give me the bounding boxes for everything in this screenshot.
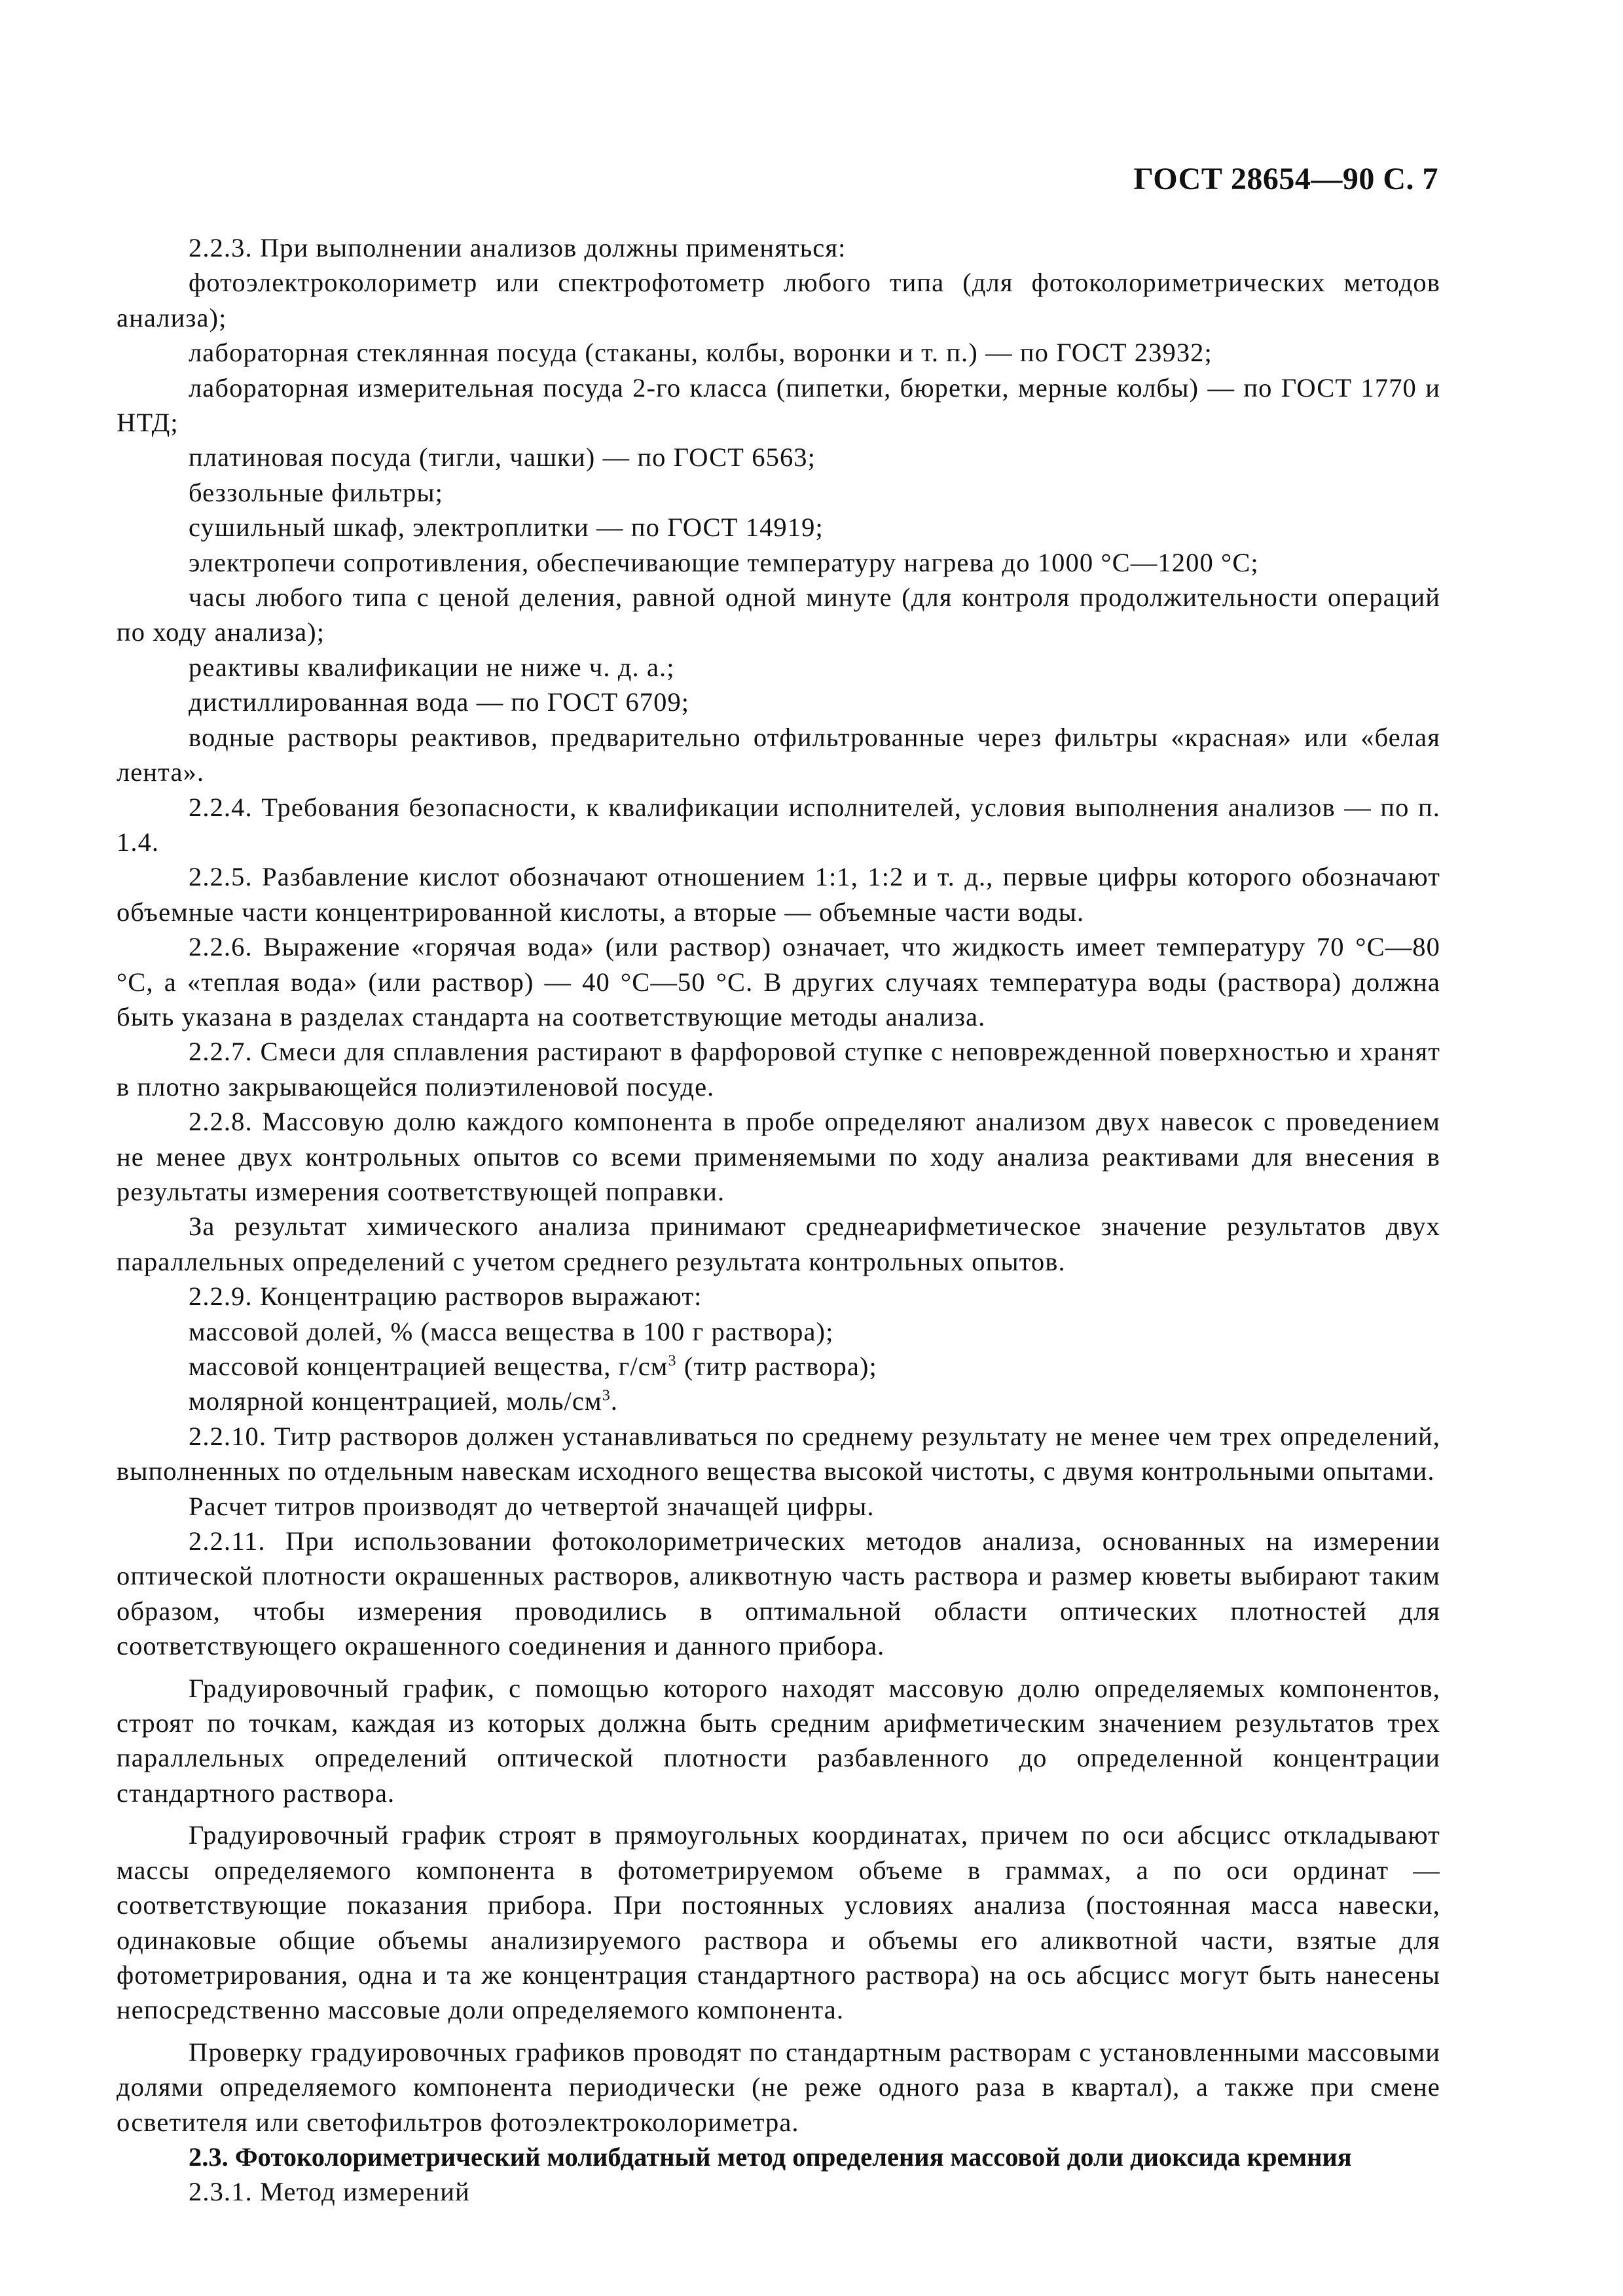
paragraph: 2.2.6. Выражение «горячая вода» (или раствор) означает, что жидкость имеет температуру 70 °С—80 °С, а «теплая вода» (или раствор) — 40 °С—50 °С. В других случаях температура воды (раствора) должна быть указана в разделах стандарта на соответствующие методы анализа. — [117, 932, 1440, 1031]
list-item: лабораторная стеклянная посуда (стаканы, колбы, воронки и т. п.) — по ГОСТ 23932; — [189, 338, 1213, 368]
paragraph: 2.2.11. При использовании фотоколориметрических методов анализа, основанных на измерении оптической плотности окрашенных растворов, аликвотную часть раствора и размер кюветы выбирают таким образом, чтобы измерения проводились в оптимальной области оптических плотностей для соответствующего окрашенного соединения и данного прибора. — [117, 1526, 1440, 1661]
list-item: сушильный шкаф, электроплитки — по ГОСТ 14919; — [189, 512, 824, 543]
paragraph: Градуировочный график, с помощью которого находят массовую долю определяемых компонентов, строят по точкам, каждая из которых должна быть средним арифметическим значением результатов трех параллельных определений оптической плотности разбавленного до определенной концентрации стандартного раствора. — [117, 1673, 1440, 1808]
list-item: лабораторная измерительная посуда 2-го класса (пипетки, бюретки, мерные колбы) — по ГОСТ 1770 и НТД; — [117, 372, 1440, 438]
list-item: массовой долей, % (масса вещества в 100 г раствора); — [189, 1316, 834, 1346]
superscript: 3 — [602, 1387, 611, 1405]
paragraph: За результат химического анализа принимают среднеарифметическое значение результатов двух параллельных определений с учетом среднего результата контрольных опытов. — [117, 1211, 1440, 1276]
paragraph: 2.2.3. При выполнении анализов должны применяться: — [189, 233, 847, 262]
list-item: реактивы квалификации не ниже ч. д. а.; — [189, 652, 675, 682]
list-item — [117, 1349, 1440, 1384]
text-span: (титр раствора); — [676, 1352, 877, 1381]
superscript: 3 — [668, 1352, 677, 1370]
paragraph: 2.2.8. Массовую долю каждого компонента в пробе определяют анализом двух навесок с проведением не менее двух контрольных опытов со всеми применяемыми по ходу анализа реактивами для внесения в результаты измерения соответствующей поправки. — [117, 1107, 1440, 1206]
list-item: электропечи сопротивления, обеспечивающие температуру нагрева до 1000 °С—1200 °С; — [189, 547, 1259, 577]
list-item: водные растворы реактивов, предварительно отфильтрованные через фильтры «красная» или «белая лента». — [117, 722, 1440, 787]
list-item: часы любого типа с ценой деления, равной одной минуте (для контроля продолжительности операций по ходу анализа); — [117, 583, 1440, 647]
paragraph: Расчет титров производят до четвертой значащей цифры. — [189, 1491, 875, 1521]
section-heading: 2.3. Фотоколориметрический молибдатный метод определения массовой доли диоксида кремния — [189, 2142, 1352, 2172]
text-span: массовой концентрацией вещества, г/см — [189, 1352, 668, 1381]
paragraph: 2.2.4. Требования безопасности, к квалификации исполнителей, условия выполнения анализов — по п. 1.4. — [117, 792, 1440, 857]
list-item — [117, 1384, 1440, 1418]
paragraph: 2.2.7. Смеси для сплавления растирают в фарфоровой ступке с неповрежденной поверхностью и хранят в плотно закрывающейся полиэтиленовой посуде. — [117, 1037, 1440, 1102]
document-body — [117, 230, 1440, 2210]
paragraph: 2.2.10. Титр растворов должен устанавливаться по среднему результату не менее чем трех определений, выполненных по отдельным навескам исходного вещества высокой чистоты, с двумя контрольными опытами. — [117, 1421, 1440, 1486]
paragraph: 2.2.9. Концентрацию растворов выражают: — [189, 1282, 702, 1312]
list-item: фотоэлектроколориметр или спектрофотометр любого типа (для фотоколориметрических методов анализа); — [117, 268, 1440, 332]
paragraph: Проверку градуировочных графиков проводят по стандартным растворам с установленными массовыми долями определяемого компонента периодически (не реже одного раза в квартал), а также при смене осветителя или светофильтров фотоэлектроколориметра. — [117, 2037, 1440, 2137]
list-item: беззольные фильтры; — [189, 477, 444, 507]
text-span: . — [610, 1386, 619, 1416]
paragraph: 2.2.5. Разбавление кислот обозначают отношением 1:1, 1:2 и т. д., первые цифры которого обозначают объемные части концентрированной кислоты, а вторые — объемные части воды. — [117, 862, 1440, 927]
text-span: молярной концентрацией, моль/см — [189, 1386, 602, 1416]
subsection-heading: 2.3.1. Метод измерений — [189, 2177, 470, 2207]
list-item: дистиллированная вода — по ГОСТ 6709; — [189, 687, 690, 717]
list-item: платиновая посуда (тигли, чашки) — по ГОСТ 6563; — [189, 442, 816, 473]
paragraph: Градуировочный график строят в прямоугольных координатах, причем по оси абсцисс откладывают массы определяемого компонента в фотометрируемом объеме в граммах, а по оси ординат — соответствующие показания прибора. При постоянных условиях анализа (постоянная масса навески, одинаковые общие объемы анализируемого раствора и объемы его аликвотной части, взятые для фотометрирования, одна и та же концентрация стандартного раствора) на ось абсцисс могут быть нанесены непосредственно массовые доли определяемого компонента. — [117, 1820, 1440, 2025]
page-header: ГОСТ 28654—90 С. 7 — [1133, 162, 1438, 196]
